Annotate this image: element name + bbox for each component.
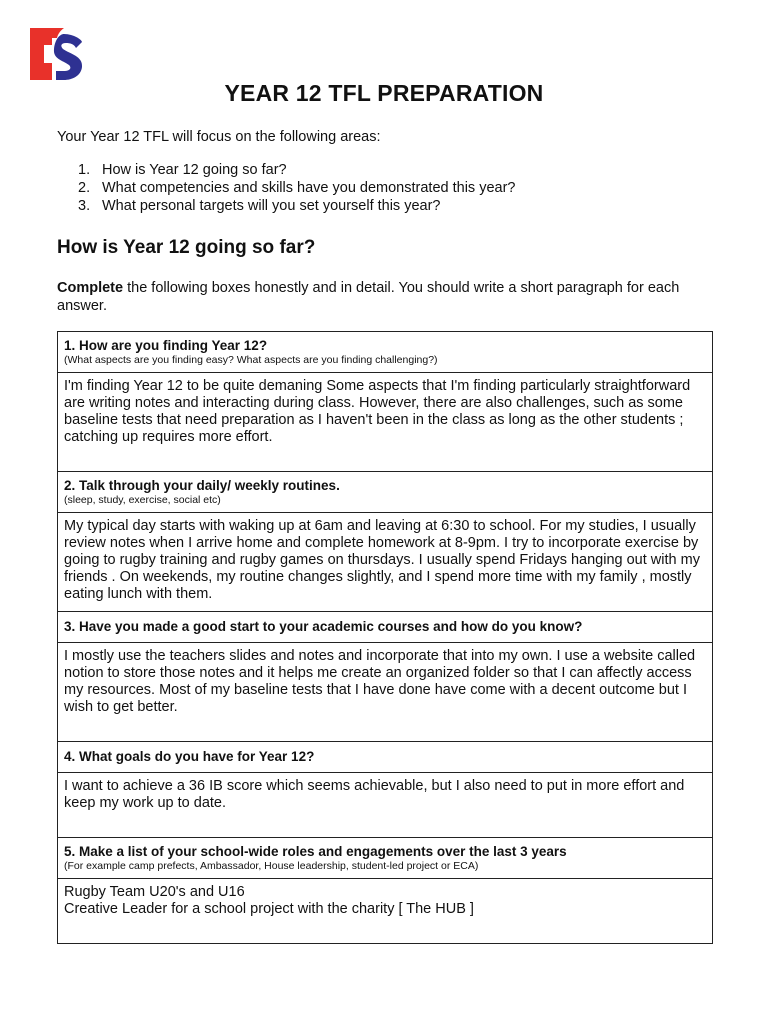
question-title: 3. Have you made a good start to your academic courses and how do you know? [64, 619, 583, 634]
question-subtitle: (What aspects are you finding easy? What aspects are you finding challenging?) [64, 354, 438, 366]
question-header [58, 742, 712, 773]
question-subtitle: (For example camp prefects, Ambassador, House leadership, student-led project or ECA) [64, 860, 479, 872]
question-header [58, 838, 712, 879]
question-header [58, 612, 712, 643]
logo-blue-shape [54, 34, 82, 80]
answer-box[interactable]: My typical day starts with waking up at 6am and leaving at 6:30 to school. For my studies, I usually review notes when I arrive home and complete homework at 8-9pm. I try to incorporate exercise by going to rugby training and rugby games on thursdays. I usually spend Fridays hanging out with my friends . On weekends, my routine changes slightly, and I spend more time with my family , mostly eating lunch with them. [58, 513, 712, 612]
answer-line: Rugby Team U20's and U16 [64, 884, 245, 900]
focus-areas-list [78, 161, 515, 215]
question-header [58, 472, 712, 513]
list-item: 1. How is Year 12 going so far? [78, 162, 287, 178]
answer-line: Creative Leader for a school project with the charity [ The HUB ] [64, 901, 474, 917]
question-title: 2. Talk through your daily/ weekly routines. [64, 478, 340, 493]
questions-table [57, 331, 713, 944]
question-title: 5. Make a list of your school-wide roles and engagements over the last 3 years [64, 844, 567, 859]
instructions-text: Complete the following boxes honestly and in detail. You should write a short paragraph for each answer. [57, 280, 680, 314]
intro-text: Your Year 12 TFL will focus on the following areas: [57, 129, 381, 145]
answer-box[interactable] [58, 879, 712, 943]
answer-box[interactable]: I'm finding Year 12 to be quite demaning Some aspects that I'm finding particularly straightforward are writing notes and interacting during class. However, there are also challenges, such as some baseline tests that need preparation as I haven't been in the class as long as the other students ; catching up requires more effort. [58, 373, 712, 472]
question-subtitle: (sleep, study, exercise, social etc) [64, 494, 221, 506]
school-logo-icon [30, 28, 84, 80]
question-title: 1. How are you finding Year 12? [64, 338, 268, 353]
section-heading: How is Year 12 going so far? [57, 237, 316, 258]
list-item: 2. What competencies and skills have you demonstrated this year? [78, 180, 516, 196]
question-title: 4. What goals do you have for Year 12? [64, 749, 315, 764]
answer-box[interactable]: I want to achieve a 36 IB score which seems achievable, but I also need to put in more effort and keep my work up to date. [58, 773, 712, 838]
logo-red-shape [30, 28, 52, 80]
list-item: 3. What personal targets will you set yourself this year? [78, 198, 441, 214]
document-title: YEAR 12 TFL PREPARATION [224, 80, 544, 106]
answer-box[interactable]: I mostly use the teachers slides and notes and incorporate that into my own. I use a website called notion to store those notes and it helps me create an organized folder so that I can affectly access my resources. Most of my baseline tests that I have done have come with a decent outcome but I wish to get better. [58, 643, 712, 742]
question-header [58, 332, 712, 373]
